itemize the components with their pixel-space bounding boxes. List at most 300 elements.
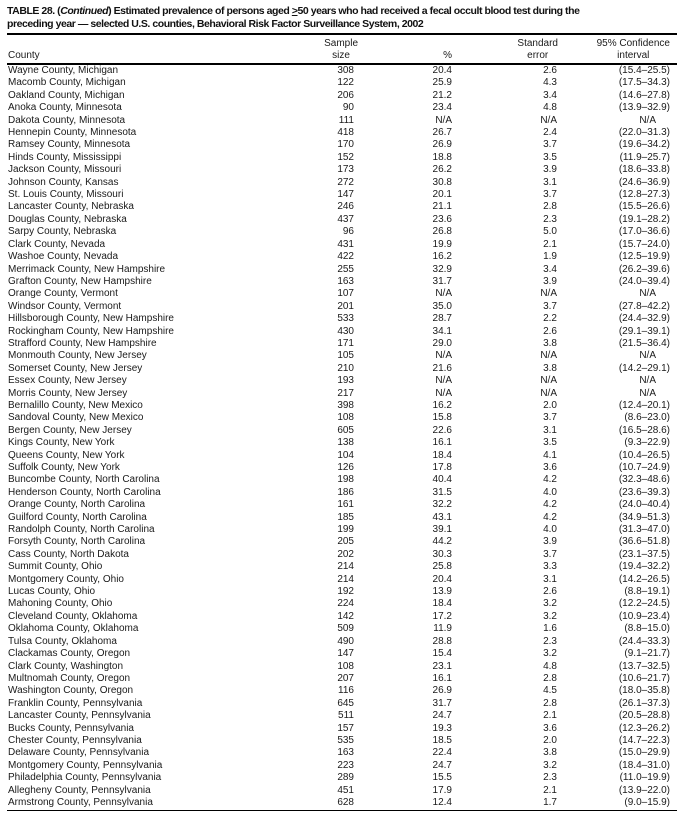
standard-error-cell: 3.3 [543,561,557,573]
sample-size-cell: 161 [337,499,354,511]
table-row [7,561,677,573]
percent-cell: 31.7 [432,275,452,287]
table-body [7,64,677,809]
percent-cell: 31.5 [432,486,452,498]
percent-cell: N/A [435,114,452,126]
standard-error-cell: 1.9 [543,251,557,263]
confidence-interval-cell: (8.8–15.0) [624,623,670,635]
county-cell: Hillsborough County, New Hampshire [8,313,174,325]
table-row [7,77,677,89]
standard-error-cell: 3.8 [543,362,557,374]
confidence-interval-cell: (12.4–20.1) [618,399,670,411]
table-row [7,288,677,300]
sample-size-cell: 210 [337,362,354,374]
county-cell: Montgomery County, Ohio [8,573,124,585]
county-cell: Macomb County, Michigan [8,77,126,89]
county-cell: Grafton County, New Hampshire [8,275,152,287]
confidence-interval-cell: (21.5–36.4) [618,337,670,349]
sample-size-cell: 107 [337,288,354,300]
standard-error-cell: 4.5 [543,685,557,697]
percent-cell: 22.6 [432,424,452,436]
standard-error-cell: 2.3 [543,213,557,225]
confidence-interval-cell: (15.4–25.5) [618,65,670,76]
standard-error-cell: 3.4 [543,263,557,275]
sample-size-cell: 186 [337,486,354,498]
percent-cell: 16.1 [432,437,452,449]
percent-cell: 35.0 [432,300,452,312]
table-row [7,239,677,251]
standard-error-cell: 1.7 [543,796,557,808]
table-row [7,462,677,474]
standard-error-cell: 4.2 [543,511,557,523]
percent-cell: 30.3 [432,548,452,560]
percent-cell: 40.4 [432,474,452,486]
standard-error-cell: 2.0 [543,399,557,411]
header-se-line2: error [527,50,549,61]
sample-size-cell: 422 [337,251,354,263]
county-cell: Anoka County, Minnesota [8,102,122,114]
standard-error-cell: 2.3 [543,635,557,647]
standard-error-cell: 4.2 [543,499,557,511]
sample-size-cell: 628 [337,796,354,808]
confidence-interval-cell: (15.0–29.9) [618,747,670,759]
standard-error-cell: N/A [540,387,557,399]
table-row [7,102,677,114]
confidence-interval-cell: (14.6–27.8) [618,89,670,101]
table-row [7,301,677,313]
confidence-interval-cell: (24.0–39.4) [618,275,670,287]
standard-error-cell: N/A [540,288,557,300]
table-row [7,64,677,77]
confidence-interval-cell: (12.5–19.9) [618,251,670,263]
sample-size-cell: 90 [342,102,354,114]
sample-size-cell: 430 [337,325,354,337]
sample-size-cell: 198 [337,474,354,486]
sample-size-cell: 108 [337,412,354,424]
county-cell: Allegheny County, Pennsylvania [8,784,151,796]
percent-cell: 13.9 [432,586,452,598]
percent-cell: 34.1 [432,325,452,337]
standard-error-cell: 4.3 [543,77,557,89]
sample-size-cell: 509 [337,623,354,635]
percent-cell: 19.3 [432,722,452,734]
table-row [7,735,677,747]
percent-cell: 15.4 [432,648,452,660]
county-cell: Tulsa County, Oklahoma [8,635,117,647]
sample-size-cell: 511 [338,710,354,722]
percent-cell: 23.1 [432,660,452,672]
standard-error-cell: 3.5 [543,437,557,449]
standard-error-cell: 5.0 [543,226,557,238]
standard-error-cell: 4.8 [543,102,557,114]
county-cell: Windsor County, Vermont [8,300,122,312]
greater-equal-symbol: > [291,5,298,17]
percent-cell: 26.7 [432,127,452,139]
county-cell: Sandoval County, New Mexico [8,412,144,424]
county-cell: Merrimack County, New Hampshire [8,263,166,275]
standard-error-cell: 4.2 [543,474,557,486]
sample-size-cell: 171 [337,337,354,349]
table-row [7,214,677,226]
percent-cell: 18.4 [432,598,452,610]
confidence-interval-cell: (29.1–39.1) [618,325,670,337]
sample-size-cell: 152 [337,151,354,163]
header-sample-line1: Sample [324,38,358,49]
standard-error-cell: 2.6 [543,586,557,598]
confidence-interval-cell: (13.9–32.9) [618,102,670,114]
table-row [7,747,677,759]
sample-size-cell: 224 [337,598,354,610]
table-row [7,251,677,263]
confidence-interval-cell: (17.5–34.3) [618,77,670,89]
percent-cell: 23.6 [432,213,452,225]
table-row [7,375,677,387]
percent-cell: 26.9 [432,139,452,151]
table-row [7,574,677,586]
standard-error-cell: 4.8 [543,660,557,672]
county-cell: Essex County, New Jersey [8,375,127,387]
title-text: ) Estimated prevalence of persons aged [108,5,292,17]
county-cell: Oklahoma County, Oklahoma [8,623,139,635]
sample-size-cell: 173 [337,164,354,176]
percent-cell: 26.8 [432,226,452,238]
sample-size-cell: 111 [338,114,354,126]
sample-size-cell: 217 [337,387,354,399]
confidence-interval-cell: (36.6–51.8) [618,536,670,548]
county-cell: Forsyth County, North Carolina [8,536,146,548]
percent-cell: 21.1 [432,201,452,213]
percent-cell: 20.4 [432,65,452,76]
table-row [7,760,677,772]
table-row [7,474,677,486]
standard-error-cell: 2.6 [543,65,557,76]
percent-cell: N/A [435,350,452,362]
confidence-interval-cell: (9.0–15.9) [624,796,670,808]
percent-cell: 30.8 [432,176,452,188]
county-cell: Morris County, New Jersey [8,387,128,399]
standard-error-cell: 3.9 [543,275,557,287]
header-ci-line1: 95% Confidence [596,38,670,49]
sample-size-cell: 193 [337,375,354,387]
sample-size-cell: 431 [337,238,354,250]
sample-size-cell: 157 [337,722,354,734]
percent-cell: 21.2 [432,89,452,101]
percent-cell: 22.4 [432,747,452,759]
percent-cell: 18.8 [432,151,452,163]
table-row [7,450,677,462]
confidence-interval-cell: (19.4–32.2) [618,561,670,573]
table-row [7,586,677,598]
sample-size-cell: 105 [337,350,354,362]
table-row [7,723,677,735]
sample-size-cell: 223 [337,759,354,771]
sample-size-cell: 170 [337,139,354,151]
percent-cell: 11.9 [433,623,452,635]
table-row [7,400,677,412]
table-row [7,363,677,375]
standard-error-cell: 3.7 [543,139,557,151]
header-se-line1: Standard [517,38,558,49]
table-row [7,127,677,139]
confidence-interval-cell: (24.4–33.3) [618,635,670,647]
table-row [7,524,677,536]
standard-error-cell: 3.1 [543,176,557,188]
confidence-interval-cell: (9.1–21.7) [624,648,670,660]
table-row [7,388,677,400]
confidence-interval-cell: (10.7–24.9) [618,462,670,473]
confidence-interval-cell: (19.1–28.2) [618,213,670,225]
title-text: TABLE 28. ( [7,5,61,17]
sample-size-cell: 533 [337,313,354,325]
table-title-line2 [7,18,677,31]
confidence-interval-cell: (12.8–27.3) [618,189,670,201]
county-cell: Orange County, Vermont [8,288,118,300]
standard-error-cell: 2.8 [543,672,557,684]
county-cell: Buncombe County, North Carolina [8,474,160,486]
table-row [7,350,677,362]
percent-cell: 17.9 [432,784,452,796]
sample-size-cell: 202 [337,548,354,560]
standard-error-cell: N/A [540,114,557,126]
sample-size-cell: 272 [337,176,354,188]
standard-error-cell: N/A [540,350,557,362]
sample-size-cell: 142 [337,610,354,622]
standard-error-cell: 3.2 [543,610,557,622]
table-row [7,226,677,238]
confidence-interval-cell: (26.1–37.3) [618,697,670,709]
sample-size-cell: 451 [337,784,354,796]
table-row [7,326,677,338]
percent-cell: 28.7 [432,313,452,325]
percent-cell: 20.4 [432,573,452,585]
column-header-county: County [7,35,303,64]
standard-error-cell: 2.0 [543,734,557,746]
county-cell: Randolph County, North Carolina [8,524,155,536]
county-cell: Queens County, New York [8,449,125,461]
confidence-interval-cell: (32.3–48.6) [618,474,670,486]
county-cell: Oakland County, Michigan [8,89,125,101]
percent-cell: 15.5 [432,772,452,784]
standard-error-cell: 3.8 [543,747,557,759]
table-header [7,35,677,64]
county-cell: Monmouth County, New Jersey [8,350,147,362]
percent-cell: N/A [435,375,452,387]
sample-size-cell: 308 [337,65,354,76]
table-row [7,313,677,325]
county-cell: Rockingham County, New Hampshire [8,325,174,337]
standard-error-cell: 2.1 [543,784,557,796]
percent-cell: 26.9 [432,685,452,697]
sample-size-cell: 96 [342,226,354,238]
county-cell: Henderson County, North Carolina [8,486,161,498]
county-cell: Johnson County, Kansas [8,176,119,188]
confidence-interval-cell: (8.8–19.1) [624,586,670,598]
table-row [7,698,677,710]
confidence-interval-cell: (18.4–31.0) [618,759,670,771]
sample-size-cell: 147 [337,648,354,660]
table-row [7,177,677,189]
percent-cell: 32.9 [432,263,452,275]
county-cell: Strafford County, New Hampshire [8,337,157,349]
sample-size-cell: 163 [337,747,354,759]
confidence-interval-cell: (24.0–40.4) [618,499,670,511]
confidence-interval-cell: (20.5–28.8) [618,710,670,722]
table-row [7,661,677,673]
standard-error-cell: 3.2 [543,648,557,660]
table-row [7,772,677,784]
percent-cell: 26.2 [432,164,452,176]
percent-cell: 18.4 [432,449,452,461]
sample-size-cell: 645 [337,697,354,709]
sample-size-cell: 206 [337,89,354,101]
table-row [7,499,677,511]
table-row [7,152,677,164]
table-row [7,636,677,648]
confidence-interval-cell: N/A [639,350,656,362]
county-cell: Summit County, Ohio [8,561,103,573]
header-row [7,35,677,64]
table-row [7,549,677,561]
confidence-interval-cell: (11.0–19.9) [619,772,670,784]
column-header-percent: % [361,35,457,64]
table-title-line1 [7,5,677,18]
table-row [7,785,677,797]
table-row [7,201,677,213]
confidence-interval-cell: (11.9–25.7) [619,151,670,163]
percent-cell: 17.2 [432,610,452,622]
county-cell: Hinds County, Mississippi [8,151,122,163]
standard-error-cell: 4.1 [543,449,557,461]
standard-error-cell: 3.7 [543,548,557,560]
table-row [7,598,677,610]
standard-error-cell: 3.9 [543,536,557,548]
sample-size-cell: 108 [337,660,354,672]
county-cell: St. Louis County, Missouri [8,189,124,201]
sample-size-cell: 214 [337,561,354,573]
header-ci-line2: interval [617,50,650,61]
confidence-interval-cell: (31.3–47.0) [618,524,670,536]
sample-size-cell: 199 [337,524,354,536]
standard-error-cell: 2.3 [543,772,557,784]
standard-error-cell: 3.6 [543,722,557,734]
county-cell: Bucks County, Pennsylvania [8,722,134,734]
sample-size-cell: 398 [337,399,354,411]
table-row [7,512,677,524]
standard-error-cell: 2.2 [543,313,557,325]
title-continued-label: Continued [60,5,109,17]
percent-cell: 25.8 [432,561,452,573]
percent-cell: 20.1 [432,189,452,201]
confidence-interval-cell: (34.9–51.3) [618,511,670,523]
column-header-sample-size [303,35,361,64]
confidence-interval-cell: (15.7–24.0) [618,238,670,250]
table-row [7,648,677,660]
county-cell: Suffolk County, New York [8,462,120,473]
confidence-interval-cell: (23.6–39.3) [618,486,670,498]
county-cell: Orange County, North Carolina [8,499,146,511]
table-row [7,412,677,424]
confidence-interval-cell: (14.7–22.3) [618,734,670,746]
table-row [7,276,677,288]
percent-cell: 43.1 [432,511,452,523]
percent-cell: 16.2 [432,251,452,263]
confidence-interval-cell: N/A [639,288,656,300]
standard-error-cell: 3.7 [543,300,557,312]
table-row [7,264,677,276]
confidence-interval-cell: (13.7–32.5) [618,660,670,672]
standard-error-cell: 2.1 [543,710,557,722]
percent-cell: 24.7 [432,710,452,722]
title-text: 50 years who had received a fecal occult blood test during the [297,5,580,17]
sample-size-cell: 122 [337,77,354,89]
county-cell: Kings County, New York [8,437,115,449]
confidence-interval-cell: (17.0–36.6) [618,226,670,238]
sample-size-cell: 437 [337,213,354,225]
sample-size-cell: 104 [337,449,354,461]
county-cell: Multnomah County, Oregon [8,672,131,684]
confidence-interval-cell: (16.5–28.6) [618,424,670,436]
county-cell: Lancaster County, Pennsylvania [8,710,151,722]
standard-error-cell: 3.2 [543,759,557,771]
standard-error-cell: 3.5 [543,151,557,163]
standard-error-cell: 3.2 [543,598,557,610]
table-row [7,139,677,151]
county-cell: Delaware County, Pennsylvania [8,747,150,759]
standard-error-cell: 2.1 [543,238,557,250]
standard-error-cell: 3.7 [543,189,557,201]
county-cell: Washoe County, Nevada [8,251,119,263]
standard-error-cell: 3.1 [543,573,557,585]
confidence-interval-cell: (19.6–34.2) [618,139,670,151]
confidence-interval-cell: (13.9–22.0) [618,784,670,796]
table-row [7,164,677,176]
column-header-standard-error [457,35,563,64]
table-row [7,623,677,635]
table-row [7,115,677,127]
county-cell: Ramsey County, Minnesota [8,139,131,151]
county-cell: Franklin County, Pennsylvania [8,697,143,709]
sample-size-cell: 163 [337,275,354,287]
sample-size-cell: 246 [337,201,354,213]
header-sample-line2: size [332,50,350,61]
table-row [7,710,677,722]
percent-cell: 16.1 [432,672,452,684]
confidence-interval-cell: (12.2–24.5) [618,598,670,610]
table-row [7,536,677,548]
sample-size-cell: 535 [337,734,354,746]
sample-size-cell: 147 [337,189,354,201]
standard-error-cell: 2.8 [543,697,557,709]
sample-size-cell: 192 [337,586,354,598]
county-cell: Bernalillo County, New Mexico [8,399,143,411]
county-cell: Philadelphia County, Pennsylvania [8,772,162,784]
standard-error-cell: 2.8 [543,201,557,213]
county-cell: Douglas County, Nebraska [8,213,127,225]
percent-cell: 44.2 [432,536,452,548]
county-cell: Jackson County, Missouri [8,164,122,176]
percent-cell: N/A [435,387,452,399]
standard-error-cell: N/A [540,375,557,387]
county-cell: Clark County, Nevada [8,238,106,250]
county-cell: Lucas County, Ohio [8,586,96,598]
percent-cell: N/A [435,288,452,300]
percent-cell: 21.6 [432,362,452,374]
percent-cell: 12.4 [432,796,452,808]
county-cell: Cleveland County, Oklahoma [8,610,138,622]
confidence-interval-cell: (10.4–26.5) [618,449,670,461]
county-cell: Sarpy County, Nebraska [8,226,117,238]
sample-size-cell: 185 [337,511,354,523]
